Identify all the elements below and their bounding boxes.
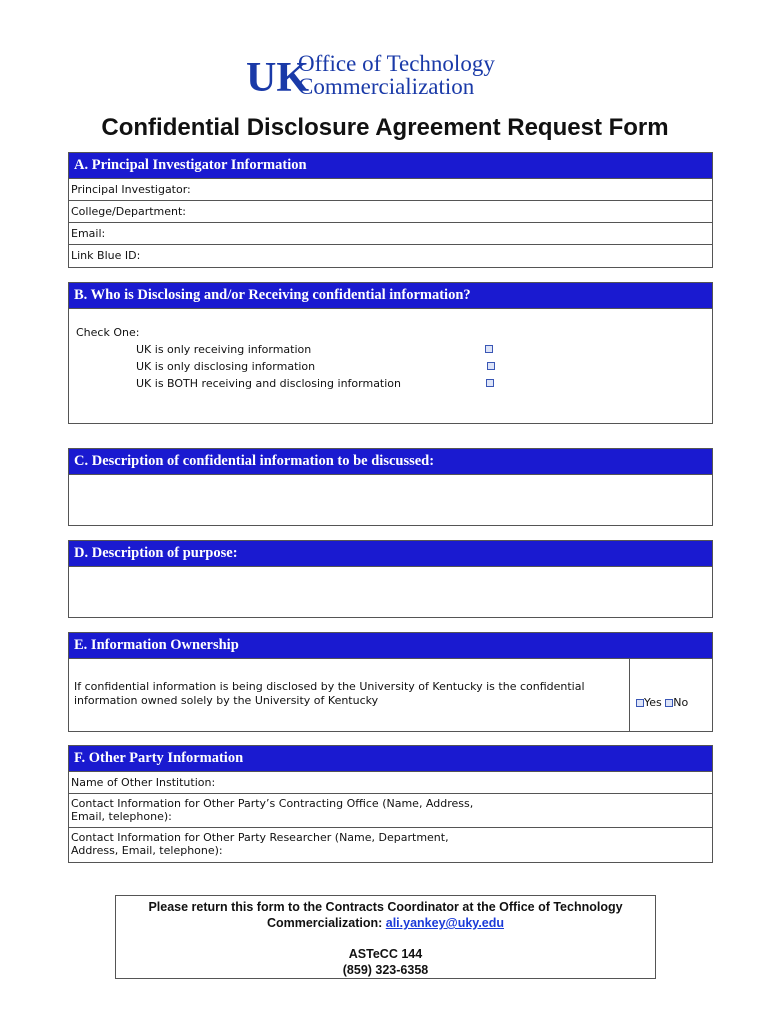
section-a [68, 152, 713, 268]
confidential-info-description-field[interactable] [69, 475, 712, 525]
option-receiving-label: UK is only receiving information [136, 343, 312, 356]
page-title: Confidential Disclosure Agreement Request Form [101, 114, 669, 141]
building: ASTeCC 144 [348, 947, 423, 961]
section-c [68, 448, 713, 526]
contact-email-link[interactable]: ali.yankey@uky.edu [385, 916, 505, 930]
return-instructions [115, 895, 656, 979]
checkbox-yes[interactable] [636, 699, 644, 707]
section-d [68, 540, 713, 618]
purpose-description-field[interactable] [69, 567, 712, 617]
uk-logo-icon [246, 53, 309, 101]
contracting-office-line1: Contact Information for Other Party’s Contracting Office (Name, Address, [71, 797, 474, 810]
ownership-question-line1: If confidential information is being disclosed by the University of Kentucky is the confidential [74, 680, 585, 693]
yes-label: Yes [644, 696, 662, 709]
check-one-label: Check One: [76, 326, 140, 339]
section-e-heading: E. Information Ownership [69, 633, 712, 659]
return-line1: Please return this form to the Contracts Coordinator at the Office of Technology [148, 900, 623, 914]
researcher-contact-field[interactable] [69, 828, 712, 862]
section-e [68, 632, 713, 732]
ownership-question [69, 659, 630, 731]
section-b-heading: B. Who is Disclosing and/or Receiving confidential information? [69, 283, 712, 309]
logo-line1: Office of Technology [298, 51, 495, 76]
college-department-field[interactable]: College/Department: [69, 201, 712, 223]
checkbox-receiving[interactable] [485, 345, 493, 353]
other-institution-field[interactable]: Name of Other Institution: [69, 772, 712, 794]
email-field[interactable]: Email: [69, 223, 712, 245]
link-blue-id-field[interactable]: Link Blue ID: [71, 249, 141, 262]
contracting-office-contact-field[interactable] [69, 794, 712, 828]
section-f-heading: F. Other Party Information [69, 746, 712, 772]
logo-text [298, 52, 495, 98]
uk-otc-logo [246, 51, 495, 101]
ownership-question-line2: information owned solely by the University of Kentucky [74, 694, 379, 707]
option-both-label: UK is BOTH receiving and disclosing information [136, 377, 401, 390]
section-b [68, 282, 713, 424]
researcher-contact-line2: Address, Email, telephone): [71, 844, 223, 857]
svg-text:UK: UK [246, 55, 309, 101]
ownership-answer [630, 659, 688, 731]
section-a-heading: A. Principal Investigator Information [69, 153, 712, 179]
checkbox-both[interactable] [486, 379, 494, 387]
phone: (859) 323-6358 [342, 963, 429, 977]
no-label: No [673, 696, 689, 709]
return-line2-prefix: Commercialization: [266, 916, 386, 930]
pi-field[interactable]: Principal Investigator: [69, 179, 712, 201]
option-disclosing-label: UK is only disclosing information [136, 360, 316, 373]
logo-line2: Commercialization [298, 74, 475, 99]
researcher-contact-line1: Contact Information for Other Party Researcher (Name, Department, [71, 831, 449, 844]
section-d-heading: D. Description of purpose: [69, 541, 712, 567]
section-c-heading: C. Description of confidential information to be discussed: [69, 449, 712, 475]
section-f [68, 745, 713, 863]
checkbox-disclosing[interactable] [487, 362, 495, 370]
contracting-office-line2: Email, telephone): [71, 810, 172, 823]
